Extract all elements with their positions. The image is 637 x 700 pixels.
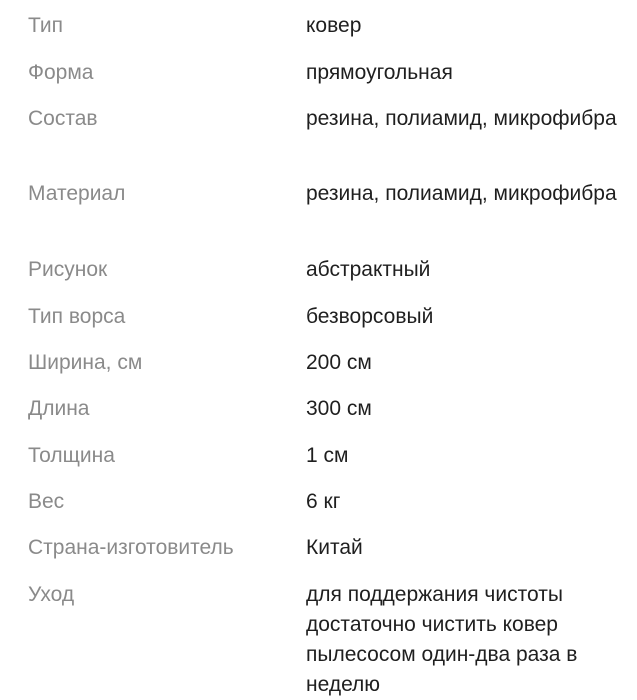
spec-label: Тип ворса (28, 305, 126, 328)
spec-label: Страна-изготовитель (28, 536, 234, 559)
spec-value: резина, полиамид, микрофибра (306, 182, 617, 205)
spec-label: Уход (28, 583, 75, 606)
spec-value: абстрактный (306, 258, 431, 281)
spec-label: Рисунок (28, 258, 108, 281)
spec-label: Толщина (28, 444, 115, 467)
spec-label: Длина (28, 397, 90, 420)
spec-value: 1 см (306, 444, 349, 467)
spec-value: 300 см (306, 397, 372, 420)
spec-value: ковер (306, 14, 362, 37)
spec-label: Тип (28, 14, 64, 37)
spec-value: прямоугольная (306, 61, 453, 84)
spec-value: для поддержания чистоты достаточно чистить ковер пылесосом один-два раза в неделю (306, 583, 578, 696)
spec-value: 200 см (306, 351, 372, 374)
spec-value: безворсовый (306, 305, 434, 328)
spec-value: 6 кг (306, 490, 341, 513)
spec-label: Ширина, см (28, 351, 143, 374)
spec-label: Состав (28, 107, 98, 130)
spec-value: Китай (306, 536, 363, 559)
spec-label: Форма (28, 61, 94, 84)
spec-value: резина, полиамид, микрофибра (306, 107, 617, 130)
spec-label: Вес (28, 490, 65, 513)
spec-label: Материал (28, 182, 126, 205)
